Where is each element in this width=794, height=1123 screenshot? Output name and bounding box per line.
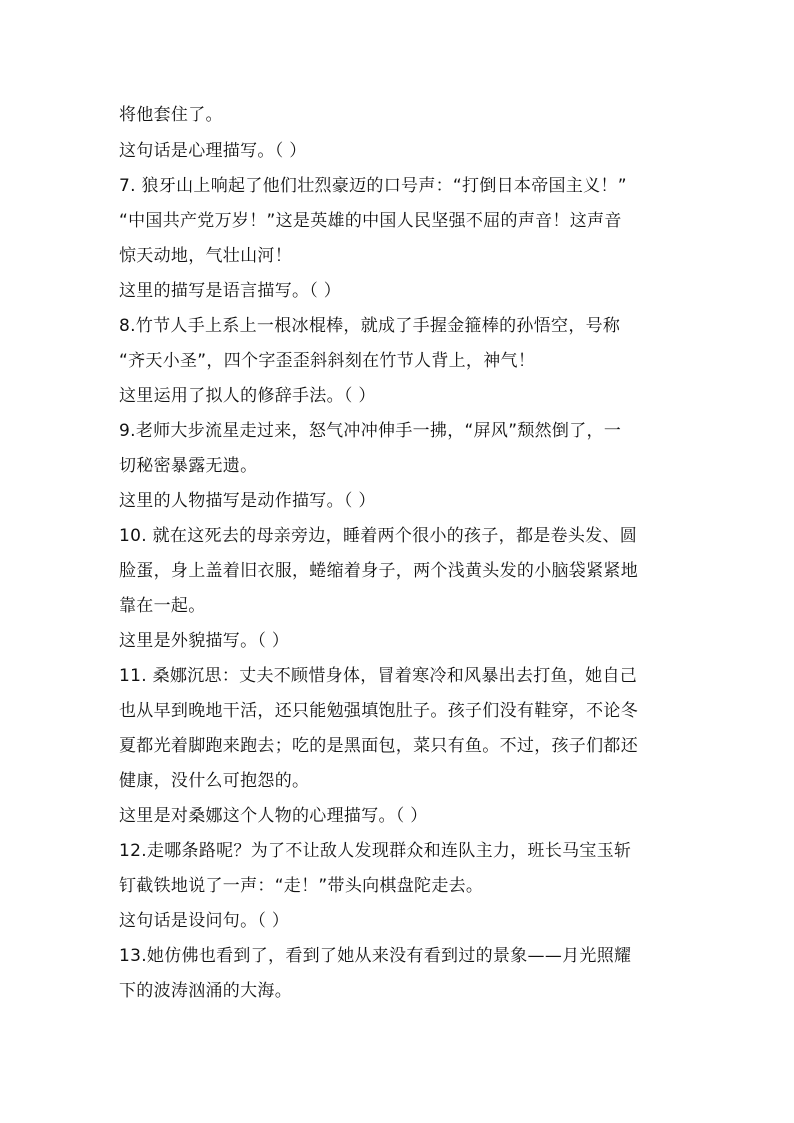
text-line: “中国共产党万岁！”这是英雄的中国人民坚强不屈的声音！这声音 [119, 211, 622, 231]
answer-line: 这里的描写是语言描写。（ ） [119, 281, 342, 301]
answer-line: 这里是对桑娜这个人物的心理描写。（ ） [119, 806, 428, 826]
text-line: 钉截铁地说了一声：“走！”带头向棋盘陀走去。 [119, 876, 484, 896]
text-line: 切秘密暴露无遗。 [119, 456, 258, 476]
question-7-line: 7. 狼牙山上响起了他们壮烈豪迈的口号声：“打倒日本帝国主义！” [119, 176, 627, 196]
answer-line: 这句话是设问句。（ ） [119, 911, 290, 931]
text-line: 将他套住了。 [119, 105, 223, 125]
text-line: 健康，没什么可抱怨的。 [119, 771, 310, 791]
text-line: 也从早到晚地干活，还只能勉强填饱肚子。孩子们没有鞋穿，不论冬 [119, 701, 638, 721]
text-line: 脸蛋，身上盖着旧衣服，蜷缩着身子，两个浅黄头发的小脑袋紧紧地 [119, 561, 638, 581]
question-12-line: 12.走哪条路呢？为了不让敌人发现群众和连队主力，班长马宝玉斩 [119, 841, 632, 861]
answer-line: 这里的人物描写是动作描写。（ ） [119, 491, 376, 511]
question-8-line: 8.竹节人手上系上一根冰棍棒，就成了手握金箍棒的孙悟空，号称 [119, 316, 621, 336]
question-10-line: 10. 就在这死去的母亲旁边，睡着两个很小的孩子，都是卷头发、圆 [119, 526, 638, 546]
text-line: 惊天动地，气壮山河！ [119, 246, 292, 266]
answer-line: 这里运用了拟人的修辞手法。（ ） [119, 386, 376, 406]
text-line: 夏都光着脚跑来跑去；吃的是黑面包，菜只有鱼。不过，孩子们都还 [119, 736, 638, 756]
answer-line: 这句话是心理描写。（ ） [119, 141, 307, 161]
text-line: 下的波涛汹涌的大海。 [119, 981, 292, 1001]
question-9-line: 9.老师大步流星走过来，怒气冲冲伸手一拂，“屏风”颓然倒了，一 [119, 421, 622, 441]
question-11-line: 11. 桑娜沉思：丈夫不顾惜身体，冒着寒冷和风暴出去打鱼，她自己 [119, 666, 638, 686]
answer-line: 这里是外貌描写。（ ） [119, 631, 290, 651]
text-line: “齐天小圣”，四个字歪歪斜斜刻在竹节人背上，神气！ [119, 351, 536, 371]
question-13-line: 13.她仿佛也看到了，看到了她从来没有看到过的景象——月光照耀 [119, 946, 632, 966]
text-line: 靠在一起。 [119, 596, 206, 616]
